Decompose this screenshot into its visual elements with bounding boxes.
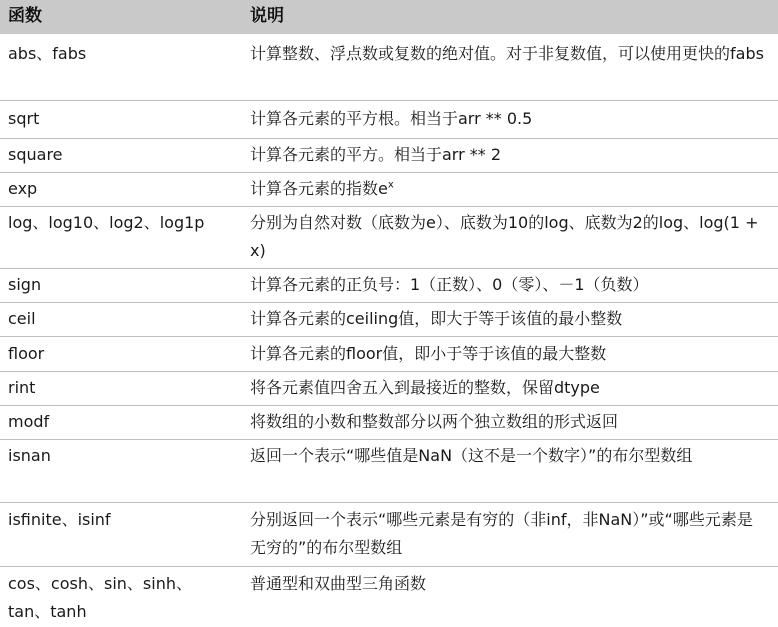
function-name: abs、fabs [8, 44, 87, 63]
function-name: rint [8, 378, 36, 397]
function-name: floor [8, 344, 45, 363]
row-divider [0, 268, 778, 269]
row-divider [0, 439, 778, 440]
function-description: 计算各元素的正负号：1（正数）、0（零）、－1（负数） [250, 275, 649, 294]
function-name: sign [8, 275, 42, 294]
function-description: 分别返回一个表示“哪些元素是有穷的（非inf，非NaN）”或“哪些元素是无穷的”的布尔型数组 [250, 510, 753, 557]
function-name: square [8, 145, 63, 164]
row-divider [0, 172, 778, 173]
function-description: 将数组的小数和整数部分以两个独立数组的形式返回 [250, 412, 619, 431]
table-row [0, 305, 778, 335]
table-row [0, 340, 778, 370]
function-description: 计算各元素的平方。相当于arr ** 2 [250, 145, 502, 164]
function-description: 计算各元素的平方根。相当于arr ** 0.5 [250, 109, 533, 128]
table-row [0, 374, 778, 404]
function-name: sqrt [8, 109, 40, 128]
function-name: log、log10、log2、log1p [8, 213, 205, 232]
function-name: exp [8, 179, 38, 198]
table-row [0, 175, 778, 205]
table-row [0, 271, 778, 301]
function-description: 分别为自然对数（底数为e）、底数为10的log、底数为2的log、log(1 + x) [250, 213, 759, 260]
function-description: 计算各元素的ceiling值，即大于等于该值的最小整数 [250, 309, 623, 328]
function-description: 普通型和双曲型三角函数 [250, 574, 427, 593]
table-row [0, 40, 778, 98]
function-name: cos、cosh、sin、sinh、tan、tanh [8, 574, 192, 621]
function-name: ceil [8, 309, 36, 328]
function-name: isnan [8, 446, 51, 465]
header-description: 说明 [250, 6, 284, 26]
table-row [0, 570, 778, 626]
table-row [0, 506, 778, 564]
header-function: 函数 [8, 6, 42, 26]
table-row [0, 209, 778, 267]
function-description: 计算各元素的floor值，即小于等于该值的最大整数 [250, 344, 607, 363]
function-description: 计算整数、浮点数或复数的绝对值。对于非复数值，可以使用更快的fabs [250, 44, 764, 63]
description-text: 计算各元素的指数e [250, 179, 388, 198]
function-description [250, 175, 765, 203]
function-description: 将各元素值四舍五入到最接近的整数，保留dtype [250, 378, 600, 397]
exponent-x: x [387, 179, 394, 191]
row-divider [0, 566, 778, 567]
table-header [0, 0, 778, 34]
row-divider [0, 371, 778, 372]
function-name: isfinite、isinf [8, 510, 111, 529]
row-divider [0, 138, 778, 139]
row-divider [0, 100, 778, 101]
table-row [0, 105, 778, 135]
row-divider [0, 206, 778, 207]
row-divider [0, 302, 778, 303]
row-divider [0, 502, 778, 503]
function-name: modf [8, 412, 50, 431]
table-row [0, 141, 778, 171]
function-description: 返回一个表示“哪些值是NaN（这不是一个数字）”的布尔型数组 [250, 446, 693, 465]
table-row [0, 442, 778, 500]
row-divider [0, 336, 778, 337]
row-divider [0, 405, 778, 406]
table-row [0, 408, 778, 438]
